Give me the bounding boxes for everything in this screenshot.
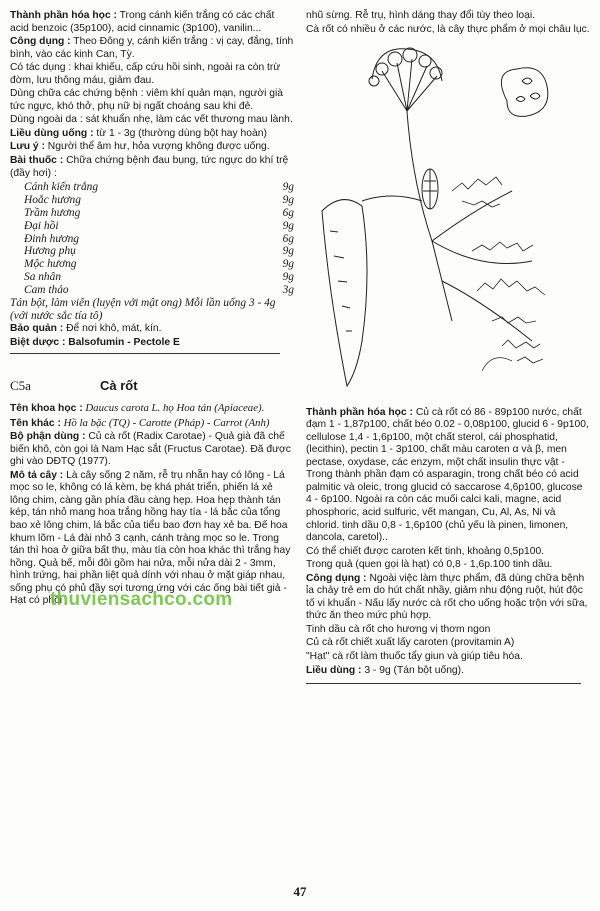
recipe-list <box>10 181 294 297</box>
recipe-item: Cam thảo 3g <box>24 284 294 297</box>
paragraph: Bảo quản : Để nơi khô, mát, kín. <box>10 323 162 335</box>
paragraph: Công dụng : Ngoài việc làm thực phẩm, đã dùng chữa bệnh ỉa chảy trẻ em do hút chất nhầy, giảm nhu động ruột, hút độc tố vi khuẩn - Nấu lấy nước cà rốt cho uống hoặc trộn với sữa, thức ăn theo mức phù hợp. <box>306 572 588 622</box>
paragraph: Củ cà rốt chiết xuất lấy caroten (provitamin A) <box>306 637 515 649</box>
section-heading <box>10 378 294 394</box>
paragraph: Liều dùng uống : từ 1 - 3g (thường dùng bột hay hoàn) <box>10 127 267 139</box>
umbel-flower-head <box>369 48 442 111</box>
recipe-item: Đinh hương 6g <box>24 232 294 245</box>
paragraph: Trong quả (quen gọi là hạt) có 0,8 - 1,6p.100 tinh dầu. <box>306 559 553 571</box>
paragraph: Có tác dụng : khai khiếu, cấp cứu hồi sinh, ngoài ra còn trừ đờm, lưu thông máu, giảm đau. <box>10 62 281 86</box>
recipe-note: Tán bột, làm viên (luyện với mật ong) Mỗi lần uống 3 - 4g (với nước sắc tía tô) <box>10 296 276 322</box>
paragraph: Tên khoa học : Daucus carota L. họ Hoa tán (Apiaceae). <box>10 402 265 415</box>
recipe-item: Sa nhân 9g <box>24 271 294 284</box>
paragraph: Tên khác : Hồ la bặc (TQ) - Carotte (Pháp) - Carrot (Anh) <box>10 416 270 429</box>
paragraph: Bài thuốc : Chữa chứng bệnh đau bụng, tức ngực do khí trệ (đầy hơi) : <box>10 155 289 179</box>
recipe-item: Trầm hương 6g <box>24 206 294 219</box>
paragraph: Thành phần hóa học : Trong cánh kiến trắng có các chất acid benzoic (35p100), acid cinnamic (3p100), vanilin... <box>10 10 275 34</box>
right-column <box>306 10 590 684</box>
recipe-item: Hương phụ 9g <box>24 245 294 258</box>
paragraph: Cà rốt có nhiều ở các nước, là cây thực phẩm ở mọi châu lục. <box>306 23 590 35</box>
recipe-item: Đại hồi 9g <box>24 219 294 232</box>
paragraph: Dùng chữa các chứng bệnh : viêm khí quản mạn, người già tức ngực, khó thở, phụ nữ bị ngất choáng sau khi đẻ. <box>10 88 283 112</box>
paragraph: Có thể chiết được caroten kết tinh, khoảng 0,5p100. <box>306 545 545 557</box>
paragraph: Tinh dầu cà rốt cho hương vị thơm ngon <box>306 623 491 635</box>
page-number: 47 <box>293 884 307 899</box>
flower-detail <box>501 68 547 117</box>
paragraph: "Hạt" cà rốt làm thuốc tẩy giun và giúp tiêu hóa. <box>306 651 523 663</box>
carrot-root <box>322 200 367 386</box>
paragraph: Dùng ngoài da : sát khuẩn nhẹ, làm các vết thương mau lành. <box>10 114 293 126</box>
paragraph: Liều dùng : 3 - 9g (Tán bột uống). <box>306 664 464 676</box>
divider <box>306 683 581 684</box>
left-column <box>10 10 294 609</box>
recipe-item: Mộc hương 9g <box>24 258 294 271</box>
section-title: Cà rốt <box>100 378 138 394</box>
recipe-item: Hoắc hương 9g <box>24 193 294 206</box>
watermark: thuviensachco.com <box>50 589 233 610</box>
paragraph: Công dụng : Theo Đông y, cánh kiến trắng : vị cay, đắng, tính bình, vào các kinh Can, Tỳ. <box>10 36 294 60</box>
divider <box>10 353 280 354</box>
paragraph: nhũ sừng. Rễ trụ, hình dáng thay đổi tùy theo loại. <box>306 10 536 21</box>
paragraph: Biệt dược : Balsofumin - Pectole E <box>10 336 180 348</box>
paragraph: Bộ phận dùng : Củ cà rốt (Radix Carotae) - Quả già đã chế biến khô, còn gọi là Nam Hạc sắt (Fructus Carotae). Đã được ghi vào DĐTQ (1977). <box>10 431 291 468</box>
paragraph: Lưu ý : Người thể âm hư, hỏa vượng không được uống. <box>10 141 270 153</box>
fruit-detail <box>422 169 438 209</box>
paragraph: Thành phần hóa học : Củ cà rốt có 86 - 89p100 nước, chất đạm 1 - 1,87p100, chất béo 0.02 - 0,08p100, glucid 6 - 9p100, cellulose 1,4 - 1,6p100, một chất sterol, cái phosphatid, (lecithin), pectin 1 - 3p100, chất màu caroten α và β, men pectase, oxydase, các enzym, một chất insulin thực vật - Trong thành phần đạm có asparagin, trong chất béo có acid palmitic và oleic, trong glucid có saccarose 4,6p100, glucose 4 - 6p100. Ngoài ra còn các muối calci kali, magne, acid phosphoric, acid sulfuric, vết mangan, Cu, Al, As, Ni và chlorid. tinh dầu 0,8 - 1,6p100 (chủ yếu là pinen, limonen, dancola, caretol).. <box>306 406 589 544</box>
carrot-plant-illustration <box>302 41 592 396</box>
recipe-item: Cánh kiến trắng 9g <box>24 181 294 194</box>
section-code: C5a <box>10 378 31 394</box>
paragraph: Mô tả cây : Là cây sống 2 năm, rễ trụ nhẵn hay có lông - Lá mọc so le, không có lá kèm, bẹ khá phát triển, phiến lá xẻ lông chim, càng gần phía đầu càng hẹp. Hoa hẹp thành tán kép, tán nhỏ mang hoa trắng hồng hay tía - lá bắc của tổng bao xẻ lông chim, lá bắc của tiểu bao đơn hay xẻ ba. Đế hoa khum lõm - Lá đài nhỏ 3 cạnh, cánh tràng mọc so le. Trong tán thì hoa ở giữa bất thụ, màu tía còn hoa khác thì trắng hay hồng. Quả bế, mỗi đôi gồm hai nửa, mỗi nửa dài 2 - 3mm, hình trứng, hai phần liệt quả dính với nhau ở mặt giáp nhau, sống phụ có phủ đầy sợi tương ứng với các ống bài tiết giả - Hạt có phôi <box>10 469 291 607</box>
